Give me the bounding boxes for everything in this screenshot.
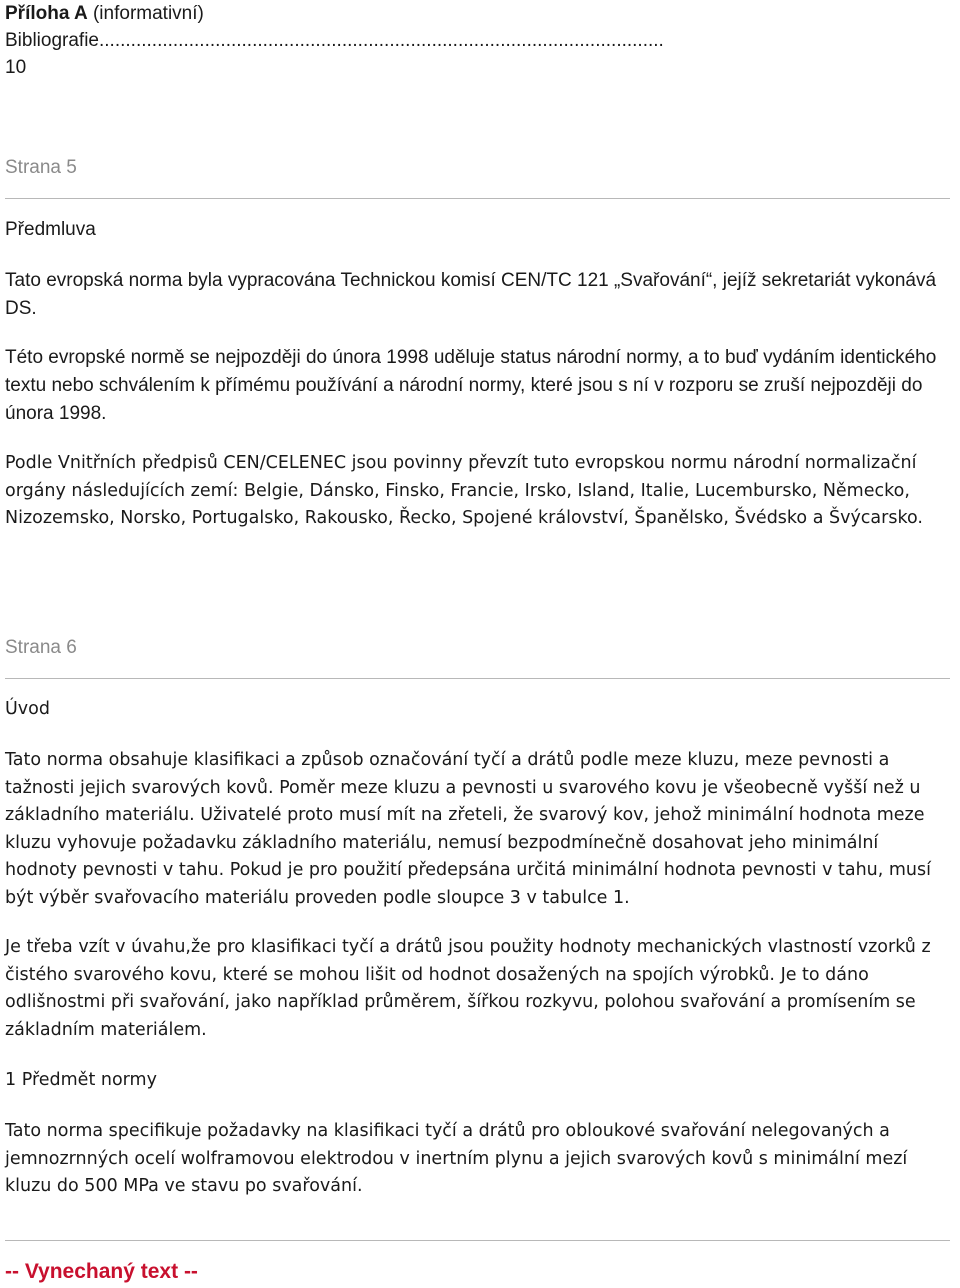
paragraph-foreword-2: Této evropské normě se nejpozději do února 1998 uděluje status národní normy, a to buď vydáním identického textu nebo schválením k přímému používání a národní normy, které jsou s ní v rozporu se zruší nejpozději do února 1998. xyxy=(5,347,937,424)
appendix-note: (informativní) xyxy=(92,3,204,24)
paragraph-foreword-3: Podle Vnitřních předpisů CEN/CELENEC jsou povinny převzít tuto evropskou normu národní normalizační orgány následujících zemí: Belgie, Dánsko, Finsko, Francie, Irsko, Island, Italie, Lucembursko, Německo, Nizozemsko, Norsko, Portugalsko, Rakousko, Řecko, Spojené království, Španělsko, Švédsko a Švýcarsko. xyxy=(5,453,923,528)
paragraph-intro-1: Tato norma obsahuje klasifikaci a způsob označování tyčí a drátů podle meze kluzu, meze pevnosti a tažnosti jejich svarových kovů. Poměr meze kluzu a pevnosti u svarového kovu je všeobecně vyšší než u základního materiálu. Uživatelé proto musí mít na zřeteli, že svarový kov, jehož minimální hodnota meze kluzu vyhovuje požadavku základního materiálu, nemusí bezpodmínečně dosahovat jeho minimální hodnoty pevnosti v tahu. Pokud je pro použití předepsána určitá minimální hodnota pevnosti v tahu, musí být výběr svařovacího materiálu proveden podle sloupce 3 v tabulce 1. xyxy=(5,750,931,908)
paragraph-scope: Tato norma specifikuje požadavky na klasifikaci tyčí a drátů pro obloukové svařování nelegovaných a jemnozrnných ocelí wolframovou elektrodou v inertním plynu a jejich svarových kovů s minimální mezí kluzu do 500 MPa ve stavu po svařování. xyxy=(5,1121,908,1196)
page-divider xyxy=(5,1240,950,1241)
toc-entry[interactable]: Bibliografie........................................................................................................... xyxy=(5,30,664,51)
omitted-text-marker: -- Vynechaný text -- xyxy=(5,1260,198,1283)
section-heading-uvod: Úvod xyxy=(5,699,50,719)
paragraph-intro-2: Je třeba vzít v úvahu,že pro klasifikaci tyčí a drátů jsou použity hodnoty mechanických vlastností vzorků z čistého svarového kovu, které se mohou lišit od hodnot dosažených na spojích výrobků. Je to dáno odlišnostmi při svařování, jako například průměrem, šířkou rozkyvu, polohou svařování a promísením se základním materiálem. xyxy=(5,937,931,1040)
page-label-6: Strana 6 xyxy=(5,637,77,658)
paragraph-foreword-1: Tato evropská norma byla vypracována Technickou komisí CEN/TC 121 „Svařování“, jejíž sekretariát vykonává DS. xyxy=(5,270,937,319)
section-heading-predmluva: Předmluva xyxy=(5,219,96,240)
toc-page-number: 10 xyxy=(5,57,27,78)
subsection-heading-scope: 1 Předmět normy xyxy=(5,1070,157,1090)
page-divider xyxy=(5,678,950,679)
page-divider xyxy=(5,198,950,199)
appendix-label: Příloha A xyxy=(5,3,88,24)
page-label-5: Strana 5 xyxy=(5,157,77,178)
appendix-line xyxy=(5,0,204,28)
